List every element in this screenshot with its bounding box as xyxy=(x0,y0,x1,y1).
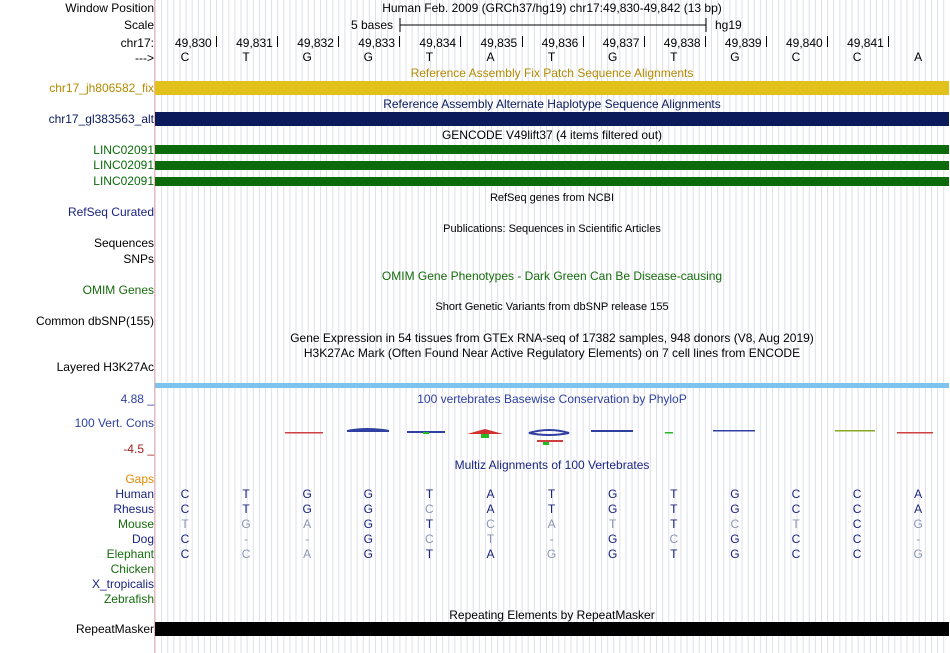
species-base: T xyxy=(670,517,678,531)
species-base: C xyxy=(730,517,740,531)
species-base: G xyxy=(302,502,312,516)
phylop-graph[interactable] xyxy=(155,420,949,450)
species-base: T xyxy=(425,487,434,501)
fix-patch-title[interactable]: Reference Assembly Fix Patch Sequence Alignments xyxy=(410,66,694,80)
species-base: G xyxy=(608,532,618,546)
multiz-title[interactable]: Multiz Alignments of 100 Vertebrates xyxy=(454,458,650,472)
species-base: - xyxy=(916,532,921,546)
species-base: G xyxy=(913,547,923,561)
species-base: A xyxy=(303,517,312,531)
strand-label: ---> xyxy=(135,51,154,65)
species-label[interactable]: Chicken xyxy=(110,562,154,576)
ruler-position: 49,838 xyxy=(663,36,701,50)
ruler-tick xyxy=(827,36,828,47)
ruler-base: T xyxy=(670,50,678,64)
gencode-item-bar[interactable] xyxy=(155,177,949,186)
species-base: G xyxy=(608,502,618,516)
species-base: G xyxy=(730,532,740,546)
species-base: G xyxy=(363,487,373,501)
species-label[interactable]: Human xyxy=(115,487,154,501)
refseq-label[interactable]: RefSeq Curated xyxy=(67,205,154,219)
species-base: C xyxy=(241,547,251,561)
species-base: C xyxy=(852,502,862,516)
species-label[interactable]: Mouse xyxy=(117,517,154,531)
assembly-label: hg19 xyxy=(715,18,742,32)
species-label[interactable]: Elephant xyxy=(106,547,154,561)
ruler-base: G xyxy=(730,50,740,64)
species-label[interactable]: Dog xyxy=(131,532,154,546)
species-base: G xyxy=(363,547,373,561)
ruler-position: 49,833 xyxy=(358,36,395,50)
species-base: C xyxy=(180,487,190,501)
scale-label: Scale xyxy=(123,18,154,32)
omim-label[interactable]: OMIM Genes xyxy=(82,283,154,297)
ruler-position: 49,830 xyxy=(175,36,212,50)
ruler-position: 49,839 xyxy=(724,36,762,50)
ruler-base: G xyxy=(608,50,618,64)
species-base: A xyxy=(486,547,495,561)
ruler-position: 49,837 xyxy=(602,36,640,50)
ruler-base: C xyxy=(852,50,862,64)
ruler-base: A xyxy=(486,50,495,64)
ruler-tick xyxy=(888,36,889,47)
species-base: - xyxy=(244,532,249,546)
species-base: T xyxy=(486,532,495,546)
species-base: T xyxy=(242,502,250,516)
h3k27ac-label[interactable]: Layered H3K27Ac xyxy=(56,360,154,374)
ruler-tick xyxy=(460,36,461,47)
ruler-position: 49,836 xyxy=(541,36,579,50)
species-base: A xyxy=(914,502,923,516)
publications-snps-label[interactable]: SNPs xyxy=(123,252,154,266)
repeatmasker-label[interactable]: RepeatMasker xyxy=(75,622,154,636)
dbsnp-title[interactable]: Short Genetic Variants from dbSNP release 155 xyxy=(435,301,669,313)
publications-title[interactable]: Publications: Sequences in Scientific Articles xyxy=(443,223,661,235)
species-base: G xyxy=(730,547,740,561)
species-label[interactable]: Rhesus xyxy=(113,502,154,516)
species-base: C xyxy=(852,487,862,501)
species-base: G xyxy=(730,487,740,501)
species-base: T xyxy=(547,502,556,516)
species-base: C xyxy=(852,532,862,546)
species-base: C xyxy=(791,547,801,561)
species-base: A xyxy=(547,517,556,531)
species-label[interactable]: Zebrafish xyxy=(103,592,154,606)
gtex-title[interactable]: Gene Expression in 54 tissues from GTEx RNA-seq of 17382 samples, 948 donors (V8, Aug 2019) xyxy=(290,331,814,345)
species-base: T xyxy=(792,517,800,531)
gencode-item-label[interactable]: LINC02091 xyxy=(93,143,154,157)
species-base: G xyxy=(913,517,923,531)
species-base: C xyxy=(486,517,495,531)
ruler-base: G xyxy=(302,50,312,64)
species-base: C xyxy=(425,502,434,516)
ruler-tick xyxy=(216,36,217,47)
species-base: C xyxy=(425,532,434,546)
species-base: G xyxy=(363,517,373,531)
species-base: C xyxy=(180,532,190,546)
ruler-base: C xyxy=(180,50,190,64)
window-position-label: Window Position xyxy=(65,1,154,15)
gaps-label[interactable]: Gaps xyxy=(125,472,154,486)
species-base: A xyxy=(914,487,923,501)
ruler-position: 49,831 xyxy=(236,36,273,50)
species-base: C xyxy=(791,487,801,501)
species-base: T xyxy=(242,487,250,501)
ruler-base: T xyxy=(547,50,556,64)
species-base: G xyxy=(241,517,251,531)
ruler-base: G xyxy=(363,50,373,64)
species-base: T xyxy=(670,502,678,516)
gencode-title[interactable]: GENCODE V49lift37 (4 items filtered out) xyxy=(441,128,663,142)
species-base: A xyxy=(303,547,312,561)
species-base: G xyxy=(363,532,373,546)
species-base: C xyxy=(669,532,679,546)
ruler-tick xyxy=(338,36,339,47)
phylop-title[interactable]: 100 vertebrates Basewise Conservation by PhyloP xyxy=(417,392,687,406)
ruler-position: 49,832 xyxy=(297,36,334,50)
chrom-label: chr17: xyxy=(120,36,154,50)
ruler-tick xyxy=(399,36,400,47)
dbsnp-label[interactable]: Common dbSNP(155) xyxy=(35,314,154,328)
phylop-label[interactable]: 100 Vert. Cons xyxy=(74,416,154,430)
alt-haplotype-label[interactable]: chr17_gl383563_alt xyxy=(48,112,154,126)
species-base: G xyxy=(302,487,312,501)
species-base: T xyxy=(425,517,434,531)
window-title: Human Feb. 2009 (GRCh37/hg19) chr17:49,830-49,842 (13 bp) xyxy=(382,1,722,15)
conservation-bar xyxy=(155,383,949,388)
species-base: A xyxy=(486,502,495,516)
species-base: - xyxy=(305,532,310,546)
scale-text: 5 bases xyxy=(351,18,394,32)
phylop-max: 4.88 _ xyxy=(120,392,154,406)
ruler-tick xyxy=(705,36,706,47)
ruler-tick xyxy=(583,36,584,47)
ruler-base: C xyxy=(791,50,801,64)
species-base: C xyxy=(852,517,862,531)
species-base: C xyxy=(852,547,862,561)
species-base: G xyxy=(363,502,373,516)
ruler-position: 49,840 xyxy=(786,36,823,50)
species-base: A xyxy=(486,487,495,501)
repeatmasker-bar[interactable] xyxy=(155,622,949,636)
ruler-base: T xyxy=(242,50,250,64)
ruler-tick xyxy=(766,36,767,47)
species-base: T xyxy=(609,517,617,531)
ruler-position: 49,834 xyxy=(419,36,457,50)
species-base: C xyxy=(180,502,190,516)
species-base: G xyxy=(608,547,618,561)
species-base: - xyxy=(549,532,554,546)
gencode-item-label[interactable]: LINC02091 xyxy=(93,158,154,172)
gencode-item-bar[interactable] xyxy=(155,145,949,154)
species-base: G xyxy=(730,502,740,516)
ruler-base: T xyxy=(425,50,434,64)
gencode-item-label[interactable]: LINC02091 xyxy=(93,174,154,188)
fix-patch-label[interactable]: chr17_jh806582_fix xyxy=(49,81,154,95)
species-base: C xyxy=(180,547,190,561)
species-base: T xyxy=(425,547,434,561)
gencode-item-bar[interactable] xyxy=(155,161,949,170)
scale-bar xyxy=(399,16,709,34)
publications-sequences-label[interactable]: Sequences xyxy=(93,236,154,250)
species-base: C xyxy=(791,502,801,516)
species-base: C xyxy=(791,532,801,546)
fix-patch-bar[interactable] xyxy=(155,81,949,95)
species-base: G xyxy=(608,487,618,501)
species-base: T xyxy=(670,487,678,501)
alt-haplotype-title[interactable]: Reference Assembly Alternate Haplotype Sequence Alignments xyxy=(383,97,721,111)
alt-haplotype-bar[interactable] xyxy=(155,112,949,126)
species-base: T xyxy=(670,547,678,561)
ruler-base: A xyxy=(914,50,923,64)
species-base: T xyxy=(181,517,189,531)
species-base: G xyxy=(546,547,557,561)
omim-title[interactable]: OMIM Gene Phenotypes - Dark Green Can Be Disease-causing xyxy=(381,269,723,283)
refseq-title[interactable]: RefSeq genes from NCBI xyxy=(489,192,615,204)
ruler-position: 49,835 xyxy=(480,36,518,50)
phylop-min: -4.5 _ xyxy=(123,442,154,456)
ruler-position: 49,841 xyxy=(847,36,884,50)
ruler-tick xyxy=(522,36,523,47)
h3k27ac-title[interactable]: H3K27Ac Mark (Often Found Near Active Regulatory Elements) on 7 cell lines from ENCODE xyxy=(303,346,801,360)
repeatmasker-title[interactable]: Repeating Elements by RepeatMasker xyxy=(449,608,655,622)
ruler-tick xyxy=(644,36,645,47)
species-base: T xyxy=(547,487,556,501)
species-label[interactable]: X_tropicalis xyxy=(91,577,154,591)
ruler-tick xyxy=(277,36,278,47)
